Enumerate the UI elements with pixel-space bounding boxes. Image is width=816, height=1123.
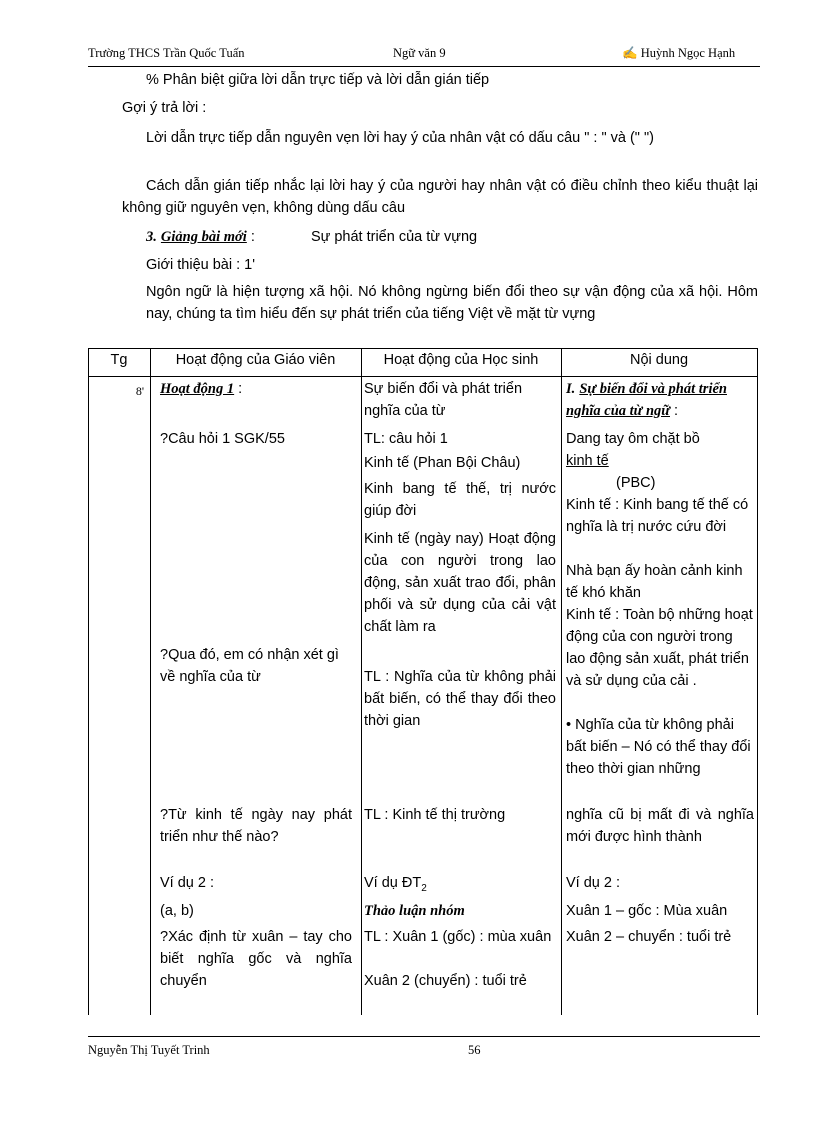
header-divider [88, 66, 760, 67]
lesson-table [88, 348, 758, 1015]
student-l4: Kinh bang tế thế, trị nước giúp đời [364, 481, 556, 519]
content-l2: (PBC) [616, 475, 656, 491]
header-subject: Ngữ văn 9 [393, 46, 446, 60]
student-group-discussion: Thảo luận nhóm [364, 903, 465, 919]
content-l1: Dang tay ôm chặt bồ [566, 431, 700, 447]
student-l11: Xuân 2 (chuyển) : tuổi trẻ [364, 973, 527, 989]
content-l3: Kinh tế : Kinh bang tế thế có nghĩa là trị nước cứu đời [566, 497, 749, 535]
teacher-q4: ?Xác định từ xuân – tay cho biết nghĩa gốc và nghĩa chuyển [160, 929, 352, 989]
content-heading-colon: : [670, 403, 679, 419]
header-teacher: Hoạt động của Giáo viên [175, 352, 336, 368]
bullet-icon: • [566, 717, 572, 733]
header-tg: Tg [110, 352, 128, 368]
header-author-name: Huỳnh Ngọc Hạnh [640, 46, 736, 60]
student-l3: Kinh tế (Phan Bội Châu) [364, 455, 521, 471]
student-l10: TL : Xuân 1 (gốc) : mùa xuân [364, 929, 552, 945]
answer-indirect: Cách dẫn gián tiếp nhắc lại lời hay ý của người hay nhân vật có điều chỉnh theo kiểu thuật lại không giữ nguyên vẹn, không dùng dấu câu [122, 178, 758, 216]
table-left-border [88, 348, 89, 1015]
content-l6-text: Nghĩa của từ không phải bất biến – Nó có thể thay đổi theo thời gian những [566, 717, 751, 777]
table-right-border [757, 348, 758, 1015]
answer-direct: Lời dẫn trực tiếp dẫn nguyên vẹn lời hay ý của nhân vật có dấu câu " : " và (" ") [146, 130, 654, 146]
activity-title: Hoạt động 1 [160, 381, 235, 397]
intro-time: Giới thiệu bài : 1' [146, 257, 255, 273]
teacher-q2: ?Qua đó, em có nhận xét gì về nghĩa của từ [160, 647, 339, 685]
content-l9: Xuân 1 – gốc : Mùa xuân [566, 903, 728, 919]
content-heading [566, 378, 754, 422]
student-example-sub: 2 [421, 882, 427, 894]
student-example [364, 872, 556, 900]
teacher-example: Ví dụ 2 : [160, 875, 215, 891]
review-question: % Phân biệt giữa lời dẫn trực tiếp và lời dẫn gián tiếp [146, 72, 490, 88]
content-l8: Ví dụ 2 : [566, 875, 621, 891]
student-l2: TL: câu hỏi 1 [364, 431, 448, 447]
page-number: 56 [468, 1043, 481, 1057]
time-value: 8' [135, 384, 144, 398]
student-l5: Kinh tế (ngày nay) Hoạt động của con người trong lao động, sản xuất trao đổi, phân phối và sử dụng của cải vật chất làm ra [364, 531, 556, 635]
teacher-q1: ?Câu hỏi 1 SGK/55 [160, 431, 285, 447]
teacher-activity-title [160, 378, 352, 400]
table-top-border [88, 348, 758, 349]
pen-icon: ✍ [622, 46, 638, 60]
content-l5: Kinh tế : Toàn bộ những hoạt động của con người trong lao động sản xuất, phát triển và sử dụng của cải . [566, 607, 753, 689]
content-l10: Xuân 2 – chuyển : tuổi trẻ [566, 929, 732, 945]
table-col-divider-3 [561, 348, 562, 1015]
intro-text: Ngôn ngữ là hiện tượng xã hội. Nó không ngừng biến đổi theo sự vận động của xã hội. Hôm nay, chúng ta tìm hiểu đến sự phát triển của tiếng Việt về mặt từ vựng [146, 284, 758, 322]
student-example-text: Ví dụ ĐT [364, 875, 422, 891]
content-l4: Nhà bạn ấy hoàn cảnh kinh tế khó khăn [566, 563, 743, 601]
table-col-divider-2 [361, 348, 362, 1015]
content-heading-title: Sự biến đổi và phát triển nghĩa của từ ngữ [566, 381, 727, 419]
hint-label: Gợi ý trả lời : [122, 100, 207, 116]
content-l7: nghĩa cũ bị mất đi và nghĩa mới được hình thành [566, 807, 754, 845]
footer-teacher: Nguyễn Thị Tuyết Trinh [88, 1043, 210, 1057]
content-l1b: kinh tế [566, 453, 609, 469]
footer-divider [88, 1036, 760, 1037]
section-topic: Sự phát triển của từ vựng [310, 229, 478, 245]
section-title: Giảng bài mới [160, 229, 247, 245]
table-col-divider-1 [150, 348, 151, 1015]
student-l1: Sự biến đổi và phát triển nghĩa của từ [364, 381, 523, 419]
section-number: 3. [146, 229, 157, 245]
section-colon: : [246, 229, 255, 245]
teacher-q3: ?Từ kinh tế ngày nay phát triển như thế nào? [160, 807, 352, 845]
student-l6: TL : Nghĩa của từ không phải bất biến, có thể thay đổi theo thời gian [364, 669, 556, 729]
header-school: Trường THCS Trần Quốc Tuấn [88, 46, 245, 60]
student-l7: TL : Kinh tế thị trường [364, 807, 506, 823]
teacher-ab: (a, b) [160, 903, 194, 919]
section-heading [146, 226, 758, 248]
activity-colon: : [234, 381, 243, 397]
content-heading-number: I. [566, 381, 576, 397]
content-l6 [566, 714, 754, 780]
header-student: Hoạt động của Học sinh [383, 352, 539, 368]
table-header-border [88, 376, 758, 377]
header-author [622, 46, 735, 61]
header-content: Nội dung [629, 352, 689, 368]
